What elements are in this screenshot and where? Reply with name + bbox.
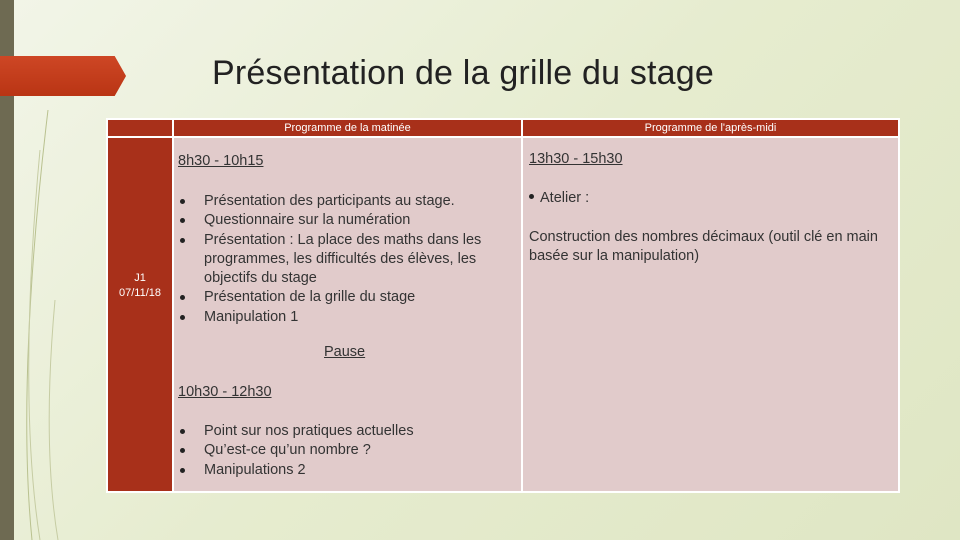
- list-item: Questionnaire sur la numération: [174, 211, 514, 230]
- header-afternoon-cell: [523, 120, 898, 136]
- list-item: Présentation : La place des maths dans les programmes, les difficultés des élèves, les objectifs du stage: [174, 231, 514, 289]
- list-item: Présentation des participants au stage.: [174, 192, 514, 211]
- afternoon-program-cell: [523, 138, 898, 491]
- atelier-item: [529, 190, 589, 206]
- morning-items-list-2: [174, 422, 514, 480]
- morning-time-slot-1: 8h30 - 10h15: [178, 153, 264, 169]
- afternoon-time-slot: 13h30 - 15h30: [529, 151, 623, 167]
- list-item: Qu’est-ce qu’un nombre ?: [174, 441, 514, 460]
- bullet-icon: [529, 194, 534, 199]
- morning-time-slot-2: 10h30 - 12h30: [178, 384, 272, 400]
- atelier-label: Atelier :: [540, 190, 590, 206]
- list-item: Manipulation 1: [174, 308, 514, 327]
- day-label: J1: [134, 272, 146, 284]
- header-morning-cell: [174, 120, 521, 136]
- pause-label: Pause: [324, 344, 366, 360]
- list-item: Point sur nos pratiques actuelles: [174, 422, 514, 441]
- morning-program-cell: [174, 138, 521, 491]
- header-corner-cell: [108, 120, 172, 136]
- day-date: 07/11/18: [118, 287, 161, 299]
- program-table: [106, 118, 900, 493]
- accent-arrow-shape: [0, 56, 126, 96]
- afternoon-description: Construction des nombres décimaux (outil clé en main basée sur la manipulation): [529, 229, 878, 265]
- header-morning-label: Programme de la matinée: [284, 122, 411, 134]
- list-item: Manipulations 2: [174, 461, 514, 480]
- day-cell: [108, 138, 172, 491]
- header-afternoon-label: Programme de l'après-midi: [644, 122, 777, 134]
- list-item: Présentation de la grille du stage: [174, 288, 514, 307]
- slide-title: Présentation de la grille du stage: [212, 54, 715, 92]
- morning-items-list-1: [174, 192, 514, 327]
